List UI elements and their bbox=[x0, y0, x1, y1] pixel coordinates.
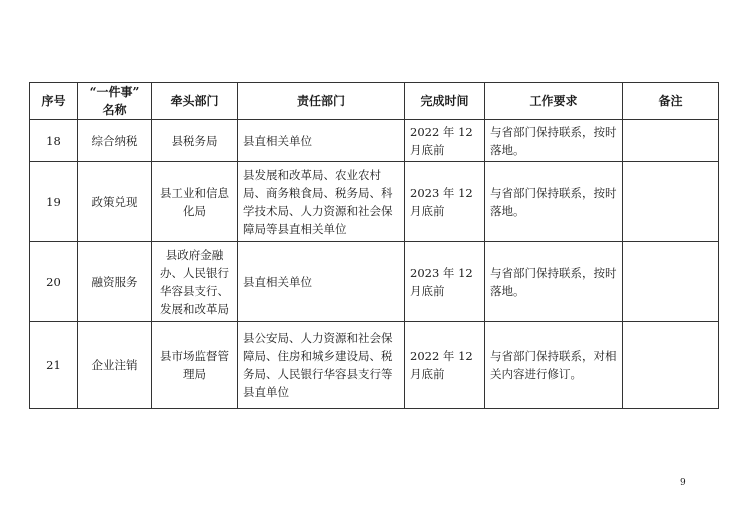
task-table bbox=[29, 82, 719, 409]
page-number: 9 bbox=[680, 478, 686, 488]
cell-name: 企业注销 bbox=[78, 322, 152, 409]
header-resp: 责任部门 bbox=[238, 83, 405, 120]
cell-name: 融资服务 bbox=[78, 242, 152, 322]
cell-lead: 县税务局 bbox=[152, 120, 238, 162]
header-req: 工作要求 bbox=[485, 83, 623, 120]
cell-note bbox=[623, 162, 719, 242]
header-name-line1: “一件事” bbox=[89, 85, 140, 99]
cell-note bbox=[623, 322, 719, 409]
cell-lead: 县政府金融办、人民银行华容县支行、发展和改革局 bbox=[152, 242, 238, 322]
cell-time: 2022 年 12 月底前 bbox=[405, 322, 485, 409]
cell-name: 政策兑现 bbox=[78, 162, 152, 242]
cell-seq: 20 bbox=[30, 242, 78, 322]
header-seq: 序号 bbox=[30, 83, 78, 120]
cell-note bbox=[623, 120, 719, 162]
header-name bbox=[78, 83, 152, 120]
cell-seq: 21 bbox=[30, 322, 78, 409]
cell-time: 2023 年 12 月底前 bbox=[405, 242, 485, 322]
cell-req: 与省部门保持联系，按时落地。 bbox=[485, 120, 623, 162]
cell-req: 与省部门保持联系，按时落地。 bbox=[485, 242, 623, 322]
header-note: 备注 bbox=[623, 83, 719, 120]
cell-resp: 县公安局、人力资源和社会保障局、住房和城乡建设局、税务局、人民银行华容县支行等县直单位 bbox=[238, 322, 405, 409]
cell-req: 与省部门保持联系，按时落地。 bbox=[485, 162, 623, 242]
table-row bbox=[30, 242, 719, 322]
cell-req: 与省部门保持联系，对相关内容进行修订。 bbox=[485, 322, 623, 409]
cell-resp: 县发展和改革局、农业农村局、商务粮食局、税务局、科学技术局、人力资源和社会保障局等县直相关单位 bbox=[238, 162, 405, 242]
cell-seq: 18 bbox=[30, 120, 78, 162]
header-name-line2: 名称 bbox=[102, 103, 127, 117]
cell-note bbox=[623, 242, 719, 322]
table-row bbox=[30, 120, 719, 162]
cell-name: 综合纳税 bbox=[78, 120, 152, 162]
table-row bbox=[30, 322, 719, 409]
header-time: 完成时间 bbox=[405, 83, 485, 120]
header-row bbox=[30, 83, 719, 120]
table-row bbox=[30, 162, 719, 242]
cell-lead: 县工业和信息化局 bbox=[152, 162, 238, 242]
cell-seq: 19 bbox=[30, 162, 78, 242]
cell-time: 2023 年 12 月底前 bbox=[405, 162, 485, 242]
cell-time: 2022 年 12 月底前 bbox=[405, 120, 485, 162]
cell-resp: 县直相关单位 bbox=[238, 120, 405, 162]
header-lead: 牵头部门 bbox=[152, 83, 238, 120]
cell-resp: 县直相关单位 bbox=[238, 242, 405, 322]
cell-lead: 县市场监督管理局 bbox=[152, 322, 238, 409]
